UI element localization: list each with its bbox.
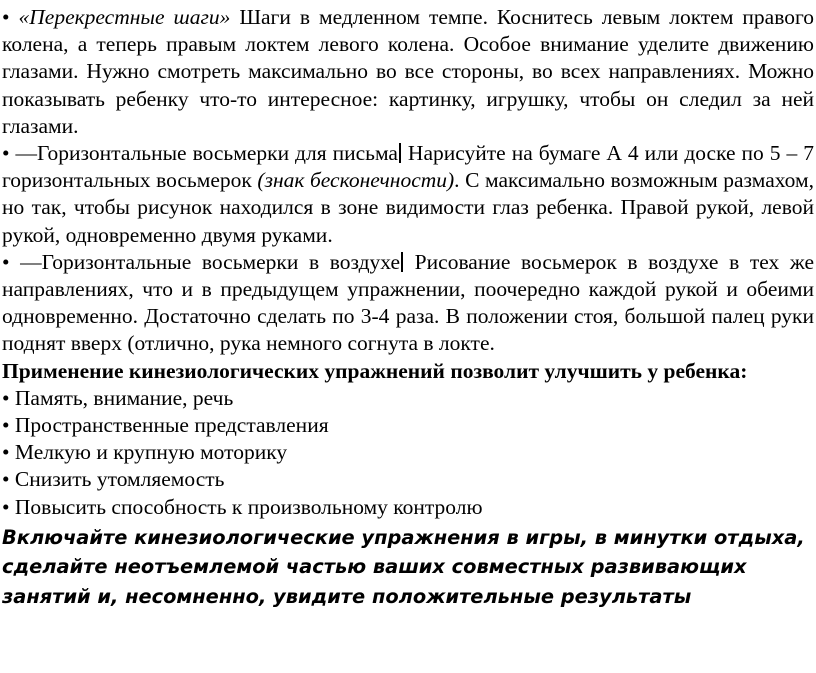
exercise-title: —Горизонтальные восьмерки в воздухе — [20, 249, 401, 274]
exercise-cross-steps — [2, 4, 814, 140]
exercise-title: «Перекрестные шаги» — [18, 5, 231, 29]
text-cursor-mark — [401, 252, 403, 272]
exercise-text: Рисование восьмерок в воздухе в тех же направлениях, что и в предыдущем упражнении, поочередно каждой рукой и обеими одновременно. Достаточно сделать по 3-4 раза. В положении стоя, большой палец руки поднят вверх (отлично, рука немного согнута в локте. — [2, 249, 814, 356]
closing-note — [2, 523, 814, 612]
benefit-item: • Пространственные представления — [2, 413, 329, 438]
closing-line: сделайте неотъемлемой частью ваших совместных развивающих — [2, 555, 747, 579]
bullet: • — [2, 249, 21, 274]
benefit-item: • Мелкую и крупную моторику — [2, 440, 288, 465]
benefits-heading: Применение кинезиологических упражнений позволит улучшить у ребенка: — [2, 358, 748, 383]
closing-line: занятий и, несомненно, увидите положительные результаты — [2, 584, 692, 608]
exercise-text: Нарисуйте на бумаге А 4 или доске по 5 – 7 горизонтальных восьмерок — [2, 141, 814, 193]
benefit-item: • Память, внимание, речь — [2, 385, 234, 410]
bullet: • — [2, 141, 16, 166]
exercise-text: Шаги в медленном темпе. Коснитесь левым локтем правого колена, а теперь правым локтем левого колена. Особое внимание уделите движению глазами. Нужно смотреть максимально во все стороны, во всех направлениях. Можно показывать ребенку что-то интересное: картинку, игрушку, чтобы он следил за ней глазами. — [2, 5, 814, 138]
exercise-eights-writing — [2, 140, 814, 249]
exercise-text-continued: . С максимально возможным размахом, но так, чтобы рисунок находился в зоне видимости глаз ребенка. Правой рукой, левой рукой, одновременно двумя руками. — [2, 168, 814, 247]
benefit-item: • Снизить утомляемость — [2, 467, 225, 492]
exercise-title: —Горизонтальные восьмерки для письма — [15, 141, 398, 166]
closing-line: Включайте кинезиологические упражнения в игры, в минутки отдыха, — [2, 525, 805, 549]
bullet: • — [2, 5, 19, 29]
exercise-note: (знак бесконечности) — [257, 168, 455, 193]
text-cursor-mark — [399, 143, 401, 163]
exercise-eights-air — [2, 249, 814, 358]
benefit-item: • Повысить способность к произвольному контролю — [2, 494, 483, 519]
